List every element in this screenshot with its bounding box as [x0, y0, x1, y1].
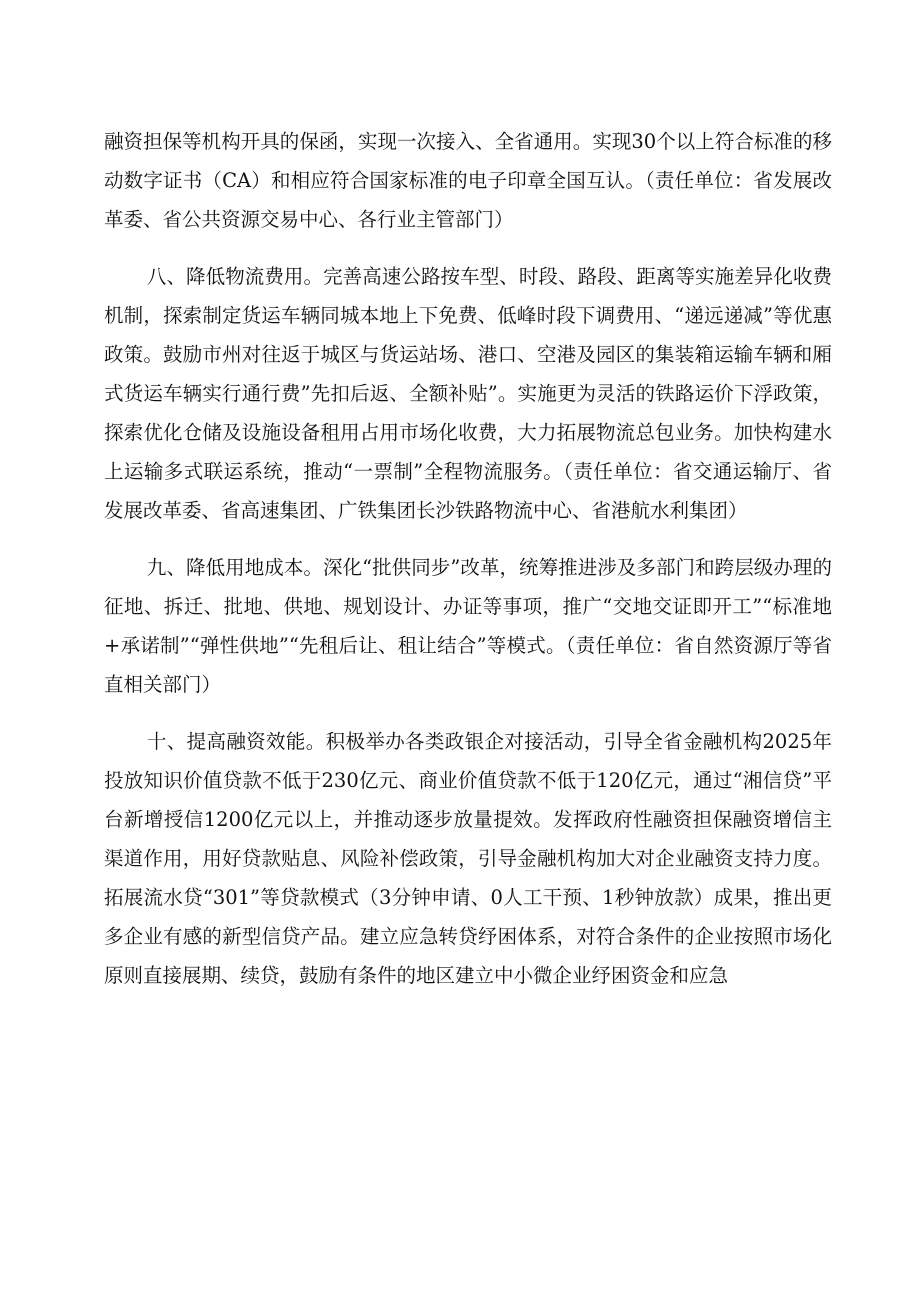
paragraph-guarantee-continuation: 融资担保等机构开具的保函，实现一次接入、全省通用。实现30个以上符合标准的移动数字证书（CA）和相应符合国家标准的电子印章全国互认。（责任单位：省发展改革委、省公共资源交易中心、各行业主管部门）: [104, 130, 832, 231]
paragraph-logistics-costs: 八、降低物流费用。完善高速公路按车型、时段、路段、距离等实施差异化收费机制，探索制定货运车辆同城本地上下免费、低峰时段下调费用、“递远递减”等优惠政策。鼓励市州对往返于城区与货运站场、港口、空港及园区的集装箱运输车辆和厢式货运车辆实行通行费”先扣后返、全额补贴”。实施更为灵活的铁路运价下浮政策，探索优化仓储及设施设备租用占用市场化收费，大力拓展物流总包业务。加快构建水上运输多式联运系统，推动“一票制”全程物流服务。（责任单位：省交通运输厅、省发展改革委、省高速集团、广铁集团长沙铁路物流中心、省港航水利集团）: [104, 265, 832, 522]
paragraph-land-costs: 九、降低用地成本。深化“批供同步”改革，统筹推进涉及多部门和跨层级办理的征地、拆迁、批地、供地、规划设计、办证等事项，推广“交地交证即开工”“标准地+承诺制”“弹性供地”“先租后让、租让结合”等模式。（责任单位：省自然资源厅等省直相关部门）: [104, 556, 832, 696]
paragraph-financing-efficiency: 十、提高融资效能。积极举办各类政银企对接活动，引导全省金融机构2025年投放知识价值贷款不低于230亿元、商业价值贷款不低于120亿元，通过“湘信贷”平台新增授信1200亿元以上，并推动逐步放量提效。发挥政府性融资担保融资增信主渠道作用，用好贷款贴息、风险补偿政策，引导金融机构加大对企业融资支持力度。拓展流水贷“301”等贷款模式（3分钟申请、0人工干预、1秒钟放款）成果，推出更多企业有感的新型信贷产品。建立应急转贷纾困体系，对符合条件的企业按照市场化原则直接展期、续贷，鼓励有条件的地区建立中小微企业纾困资金和应急: [104, 730, 832, 987]
